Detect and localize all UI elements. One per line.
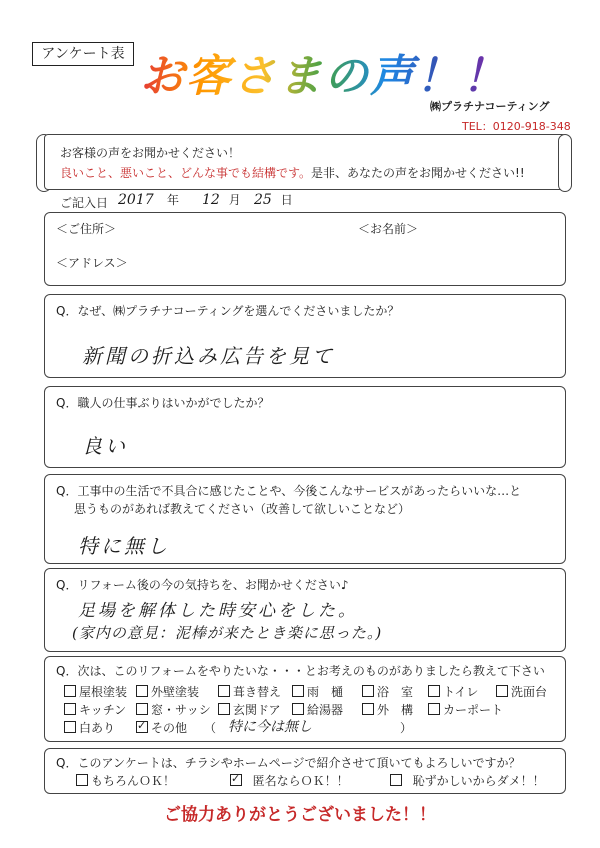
consent-question: Q．このアンケートは、チラシやホームページで紹介させて頂いてもよろしいですか？ bbox=[56, 756, 521, 770]
option-label: 玄関ドア bbox=[233, 703, 281, 717]
scroll-curl-right bbox=[558, 134, 572, 192]
month-unit: 月 bbox=[228, 193, 241, 207]
question-3-line-2: 思うものがあれば教えてください（改善して欲しいことなど） bbox=[74, 502, 411, 516]
option-wall-paint[interactable] bbox=[136, 683, 199, 700]
option-washbasin[interactable] bbox=[496, 683, 547, 700]
option-label: 恥ずかしいからダメ！！ bbox=[412, 774, 545, 788]
option-label: トイレ bbox=[443, 685, 479, 699]
answer-3[interactable]: 特に無し bbox=[78, 534, 170, 558]
option-exterior[interactable] bbox=[362, 701, 413, 718]
intro-red-text: 良いこと、悪いこと、どんな事でも結構です。 bbox=[60, 166, 312, 180]
checkbox[interactable] bbox=[390, 774, 402, 786]
checkbox[interactable] bbox=[362, 685, 374, 697]
name-label: ＜お名前＞ bbox=[358, 222, 419, 236]
thanks-message: ご協力ありがとうございました！！ bbox=[164, 805, 436, 825]
answer-1[interactable]: 新聞の折込み広告を見て bbox=[82, 344, 335, 368]
option-label: 匿名ならＯＫ！！ bbox=[252, 774, 349, 788]
option-window-sash[interactable] bbox=[136, 701, 211, 718]
checkbox[interactable] bbox=[76, 774, 88, 786]
consent-anonymous[interactable] bbox=[230, 772, 349, 789]
date-year-value: 2017 bbox=[118, 192, 154, 208]
intro-line-2 bbox=[60, 164, 525, 181]
option-roof-paint[interactable] bbox=[64, 683, 127, 700]
checkbox[interactable] bbox=[292, 685, 304, 697]
question-3-line-1: Q．工事中の生活で不具合に感じたことや、今後こんなサービスがあったらいいな…と bbox=[56, 484, 522, 498]
year-unit: 年 bbox=[167, 193, 180, 207]
other-text[interactable]: 特に今は無し bbox=[228, 719, 312, 735]
option-label: 給湯器 bbox=[307, 703, 344, 717]
company-tel: TEL：0120-918-348 bbox=[462, 120, 571, 133]
date-day-value: 25 bbox=[254, 192, 272, 208]
option-bathroom[interactable] bbox=[362, 683, 413, 700]
intro-black-text: 是非、あなたの声をお聞かせください!! bbox=[311, 166, 525, 180]
address-label: ＜ご住所＞ bbox=[56, 222, 117, 236]
checkbox-checked[interactable] bbox=[136, 721, 148, 733]
question-2: Q．職人の仕事ぶりはいかがでしたか？ bbox=[56, 396, 270, 410]
option-label: 浴 室 bbox=[377, 685, 414, 699]
date-year[interactable] bbox=[118, 191, 179, 208]
option-toilet[interactable] bbox=[428, 683, 478, 700]
option-label: もちろんＯＫ！ bbox=[91, 774, 176, 788]
checkbox[interactable] bbox=[496, 685, 508, 697]
checkbox[interactable] bbox=[64, 685, 76, 697]
option-label: 窓・サッシ bbox=[151, 703, 211, 717]
question-4: Q．リフォーム後の今の気持ちを、お聞かせください♪ bbox=[56, 578, 349, 592]
option-label: 葺き替え bbox=[233, 685, 282, 699]
customer-info-box bbox=[44, 212, 566, 286]
option-carport[interactable] bbox=[428, 701, 503, 718]
date-month-value: 12 bbox=[202, 192, 220, 208]
option-other[interactable] bbox=[136, 719, 187, 736]
option-label: 雨 樋 bbox=[307, 685, 344, 699]
other-paren-open: （ bbox=[204, 721, 217, 735]
answer-4-line-2[interactable]: (家内の意見：泥棒が来たとき楽に思った。) bbox=[72, 624, 383, 642]
answer-4-line-1[interactable]: 足場を解体した時安心をした。 bbox=[78, 601, 358, 621]
answer-2[interactable]: 良い bbox=[82, 434, 128, 458]
checkbox[interactable] bbox=[362, 703, 374, 715]
email-label: ＜アドレス＞ bbox=[56, 256, 128, 270]
checkbox[interactable] bbox=[218, 703, 230, 715]
form-tag: アンケート表 bbox=[32, 42, 134, 66]
option-label: キッチン bbox=[79, 703, 127, 717]
checkbox[interactable] bbox=[64, 721, 76, 733]
checkbox[interactable] bbox=[428, 703, 440, 715]
checkbox[interactable] bbox=[64, 703, 76, 715]
option-kitchen[interactable] bbox=[64, 701, 126, 718]
option-gutter[interactable] bbox=[292, 683, 343, 700]
option-termite[interactable] bbox=[64, 719, 115, 736]
checkbox[interactable] bbox=[136, 685, 148, 697]
date-label: ご記入日 bbox=[60, 196, 109, 210]
checkbox-checked[interactable] bbox=[230, 774, 242, 786]
option-label: 外 構 bbox=[377, 703, 414, 717]
date-day[interactable] bbox=[254, 191, 293, 208]
other-paren-close: ） bbox=[400, 721, 413, 735]
option-label: 外壁塗装 bbox=[151, 685, 200, 699]
option-label: 屋根塗装 bbox=[79, 685, 128, 699]
option-label: 白あり bbox=[79, 721, 116, 735]
page-title: お客さまの声！！ bbox=[140, 40, 508, 104]
option-label: カーポート bbox=[443, 703, 504, 717]
day-unit: 日 bbox=[280, 193, 293, 207]
reform-question: Q．次は、このリフォームをやりたいな・・・とお考えのものがありましたら教えて下さい bbox=[56, 664, 545, 678]
checkbox[interactable] bbox=[218, 685, 230, 697]
checkbox[interactable] bbox=[428, 685, 440, 697]
option-label: その他 bbox=[151, 721, 188, 735]
company-name: ㈱プラチナコーティング bbox=[430, 100, 550, 113]
date-month[interactable] bbox=[202, 191, 241, 208]
intro-banner bbox=[44, 134, 566, 190]
option-reroofing[interactable] bbox=[218, 683, 281, 700]
option-label: 洗面台 bbox=[511, 685, 548, 699]
consent-no[interactable] bbox=[390, 772, 545, 789]
checkbox[interactable] bbox=[136, 703, 148, 715]
question-1: Q．なぜ、㈱プラチナコーティングを選んでくださいましたか？ bbox=[56, 304, 400, 318]
intro-line-1: お客様の声をお聞かせください！ bbox=[60, 146, 241, 160]
checkbox[interactable] bbox=[292, 703, 304, 715]
consent-ok[interactable] bbox=[76, 772, 175, 789]
